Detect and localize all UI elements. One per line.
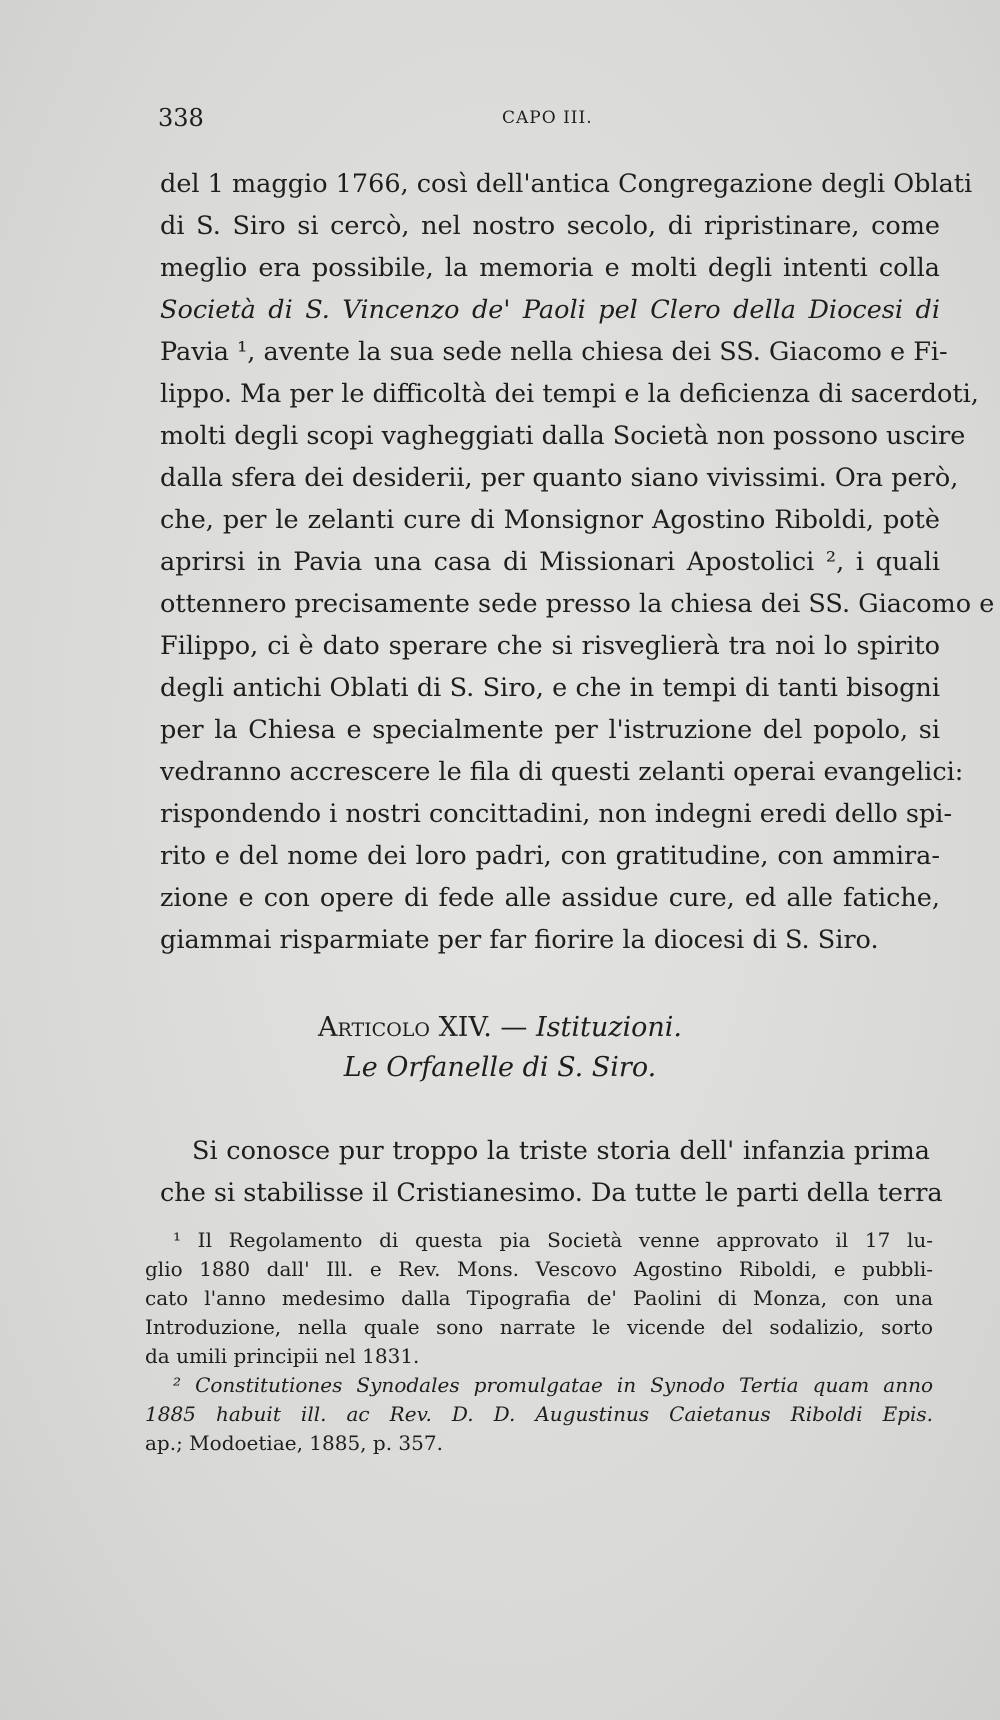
text-line: di S. Siro si cercò, nel nostro secolo, di ripristinare, come [160, 211, 940, 241]
footnote-line: Introduzione, nella quale sono narrate le vicende del sodalizio, sorto [145, 1315, 933, 1339]
footnote-line: glio 1880 dall' Ill. e Rev. Mons. Vescovo Agostino Riboldi, e pubbli- [145, 1257, 933, 1281]
footnote-line: 1885 habuit ill. ac Rev. D. D. Augustinus Caietanus Riboldi Epis. [145, 1402, 933, 1426]
text-line: aprirsi in Pavia una casa di Missionari Apostolici ², i quali [160, 547, 940, 577]
footnote-line: ap.; Modoetiae, 1885, p. 357. [145, 1431, 443, 1455]
text-line: zione e con opere di fede alle assidue cure, ed alle fatiche, [160, 883, 940, 913]
text-line: Pavia ¹, avente la sua sede nella chiesa dei SS. Giacomo e Fi- [160, 337, 948, 367]
main-paragraph [160, 163, 995, 961]
text-line: Filippo, ci è dato sperare che si risveglierà tra noi lo spirito [160, 631, 940, 661]
text-line: dalla sfera dei desiderii, per quanto siano vivissimi. Ora però, [160, 463, 959, 493]
text-line: ottennero precisamente sede presso la chiesa dei SS. Giacomo e [160, 589, 995, 619]
article-heading [0, 1008, 1000, 1088]
text-line: meglio era possibile, la memoria e molti degli intenti colla [160, 253, 940, 283]
footnote-line: cato l'anno medesimo dalla Tipografia de' Paolini di Monza, con una [145, 1286, 933, 1310]
text-line: lippo. Ma per le difficoltà dei tempi e la deficienza di sacerdoti, [160, 379, 979, 409]
running-head: CAPO III. [502, 108, 593, 128]
article-subtitle: Le Orfanelle di S. Siro. [343, 1052, 657, 1083]
text-line: degli antichi Oblati di S. Siro, e che in tempi di tanti bisogni [160, 673, 940, 703]
text-line: rispondendo i nostri concittadini, non indegni eredi dello spi- [160, 799, 953, 829]
text-line: Si conosce pur troppo la triste storia dell' infanzia prima [192, 1136, 930, 1166]
footnote-line: ² Constitutiones Synodales promulgatae in Synodo Tertia quam anno [173, 1373, 933, 1397]
article-title: Istituzioni. [536, 1012, 682, 1043]
page-number: 338 [158, 104, 204, 132]
text-line: vedranno accrescere le fila di questi zelanti operai evangelici: [160, 757, 964, 787]
text-line: del 1 maggio 1766, così dell'antica Congregazione degli Oblati [160, 169, 973, 199]
article-label: Articolo XIV. [318, 1012, 492, 1043]
footnotes [145, 1226, 933, 1458]
text-line: che, per le zelanti cure di Monsignor Agostino Riboldi, potè [160, 505, 940, 535]
text-line: rito e del nome dei loro padri, con gratitudine, con ammira- [160, 841, 940, 871]
text-line: molti degli scopi vagheggiati dalla Società non possono uscire [160, 421, 966, 451]
text-line: che si stabilisse il Cristianesimo. Da tutte le parti della terra [160, 1178, 943, 1208]
article-dash: — [491, 1012, 536, 1043]
text-line: giammai risparmiate per far fiorire la diocesi di S. Siro. [160, 925, 879, 955]
second-paragraph [160, 1130, 943, 1214]
text-line: Società di S. Vincenzo de' Paoli pel Clero della Diocesi di [160, 295, 940, 325]
page-header [158, 104, 918, 134]
footnote-line: da umili principii nel 1831. [145, 1344, 420, 1368]
footnote-line: ¹ Il Regolamento di questa pia Società venne approvato il 17 lu- [173, 1228, 933, 1252]
text-line: per la Chiesa e specialmente per l'istruzione del popolo, si [160, 715, 940, 745]
